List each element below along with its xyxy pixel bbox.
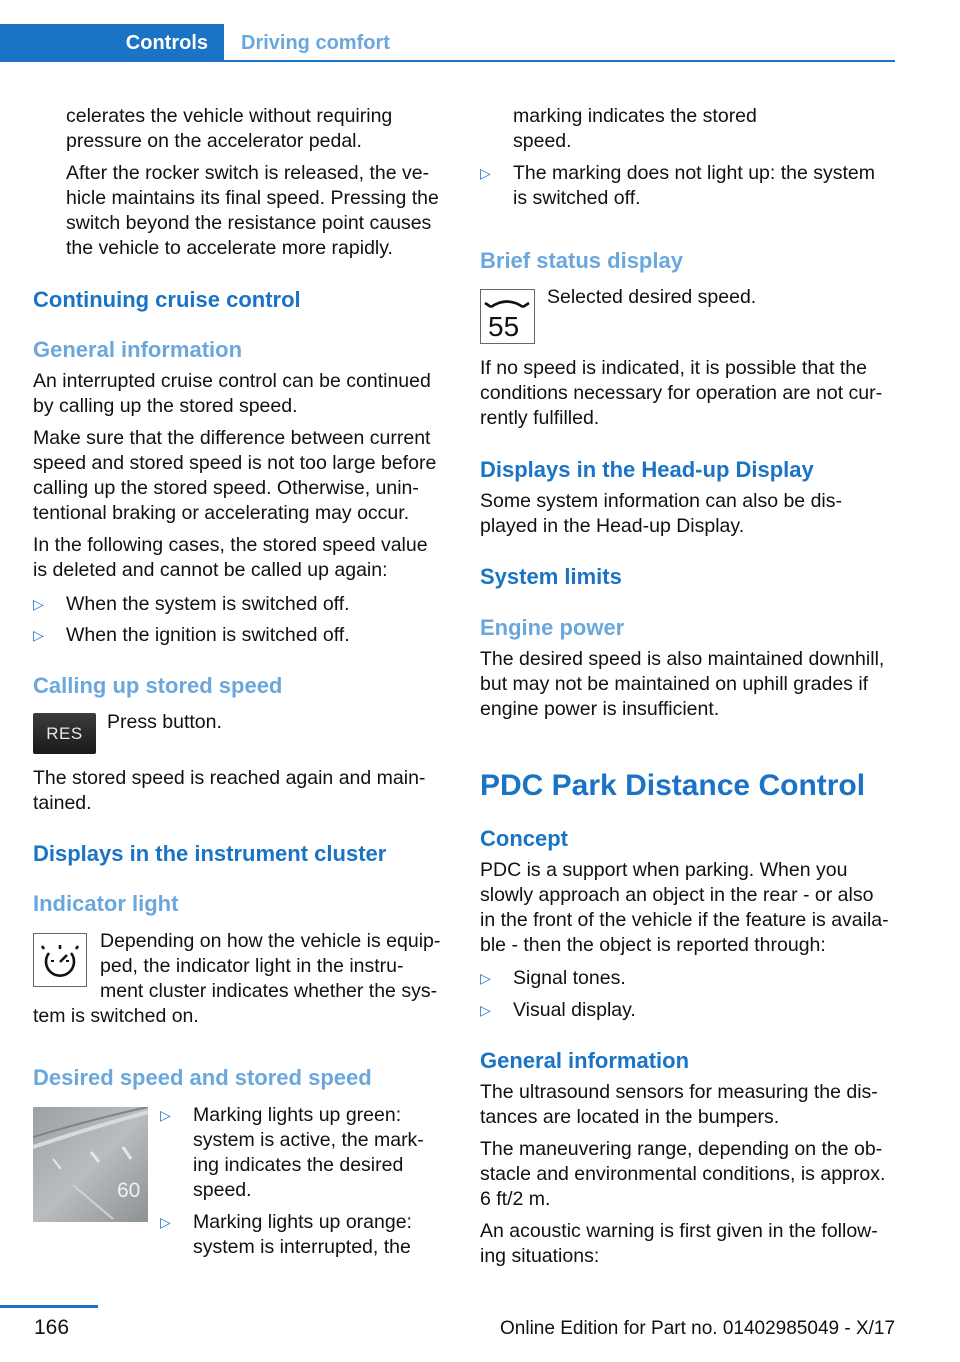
speed-status-number: 55 bbox=[488, 311, 520, 342]
text-line: engine power is insufficient. bbox=[480, 698, 720, 720]
speedometer-indicator-icon bbox=[33, 933, 87, 987]
bullet-triangle-icon: ▷ bbox=[480, 1002, 491, 1018]
text-line: tances are located in the bumpers. bbox=[480, 1106, 780, 1128]
text-line: conditions necessary for operation are not cur- bbox=[480, 382, 883, 404]
list-item bbox=[33, 592, 453, 617]
list-item bbox=[480, 161, 895, 211]
heading-pdc: PDC Park Distance Control bbox=[480, 769, 866, 802]
text-line: ble - then the object is reported through: bbox=[480, 934, 826, 956]
text-line: Marking lights up orange: bbox=[193, 1211, 412, 1233]
reached-paragraph bbox=[33, 766, 453, 816]
text-line: marking indicates the stored bbox=[513, 105, 757, 127]
text-line: An interrupted cruise control can be continued bbox=[33, 370, 431, 392]
text-line: Make sure that the difference between current bbox=[33, 427, 431, 449]
list-item bbox=[480, 998, 895, 1023]
bullet-triangle-icon: ▷ bbox=[480, 970, 491, 986]
text-line: Marking lights up green: bbox=[193, 1104, 402, 1126]
intro-paragraph bbox=[66, 104, 456, 261]
text-line: The stored speed is reached again and main- bbox=[33, 767, 426, 789]
speed-status-icon bbox=[480, 289, 535, 344]
text-line: Depending on how the vehicle is equip- bbox=[100, 930, 441, 952]
text-line: hicle maintains its final speed. Pressing the bbox=[66, 187, 439, 209]
text-line: The ultrasound sensors for measuring the dis- bbox=[480, 1081, 878, 1103]
text-line: speed and stored speed is not too large before bbox=[33, 452, 437, 474]
text-line: If no speed is indicated, it is possible that the bbox=[480, 357, 867, 379]
text-line: stacle and environmental conditions, is approx. bbox=[480, 1163, 886, 1185]
tab-controls-label: Controls bbox=[125, 31, 208, 54]
heading-engine-power: Engine power bbox=[480, 615, 625, 640]
heading-concept: Concept bbox=[480, 826, 568, 851]
text-line: is deleted and cannot be called up again: bbox=[33, 559, 388, 581]
gauge-number: 60 bbox=[117, 1179, 141, 1202]
general-paragraphs bbox=[33, 369, 453, 583]
heading-calling-up-stored-speed: Calling up stored speed bbox=[33, 673, 283, 698]
text-line: slowly approach an object in the rear - or also bbox=[480, 884, 874, 906]
list-item-text: When the ignition is switched off. bbox=[66, 624, 350, 646]
text-line: ment cluster indicates whether the sys- bbox=[100, 980, 438, 1002]
heading-system-limits: System limits bbox=[480, 564, 622, 589]
header-rule bbox=[0, 60, 895, 62]
text-line: The maneuvering range, depending on the ob- bbox=[480, 1138, 883, 1160]
text-line: tained. bbox=[33, 792, 92, 814]
bullet-triangle-icon: ▷ bbox=[480, 165, 491, 181]
heading-desired-and-stored-speed: Desired speed and stored speed bbox=[33, 1065, 372, 1090]
text-line: PDC is a support when parking. When you bbox=[480, 859, 848, 881]
bullet-triangle-icon: ▷ bbox=[33, 627, 44, 643]
speedometer-gauge-image bbox=[33, 1107, 148, 1222]
concept-paragraph bbox=[480, 858, 900, 958]
page-number: 166 bbox=[34, 1316, 70, 1339]
text-line: An acoustic warning is first given in the follow- bbox=[480, 1220, 878, 1242]
heading-general-information: General information bbox=[33, 337, 243, 362]
text-line: in the front of the vehicle if the feature is availa- bbox=[480, 909, 889, 931]
text-line: the vehicle to accelerate more rapidly. bbox=[66, 237, 393, 259]
text-line: system is active, the mark- bbox=[193, 1129, 424, 1151]
bullet-triangle-icon: ▷ bbox=[160, 1107, 171, 1123]
indicator-paragraph bbox=[100, 929, 452, 1004]
text-line: tentional braking or accelerating may occur. bbox=[33, 502, 410, 524]
text-line: The marking does not light up: the system bbox=[513, 162, 876, 184]
text-line: After the rocker switch is released, the ve- bbox=[66, 162, 430, 184]
text-line: rently fulfilled. bbox=[480, 407, 600, 429]
text-line: calling up the stored speed. Otherwise, unin- bbox=[33, 477, 419, 499]
if-no-speed-paragraph bbox=[480, 356, 900, 431]
bullet-triangle-icon: ▷ bbox=[160, 1214, 171, 1230]
text-line: system is interrupted, the bbox=[193, 1236, 411, 1258]
heading-head-up-display: Displays in the Head-up Display bbox=[480, 457, 814, 482]
res-button-icon bbox=[33, 713, 96, 754]
text-line: but may not be maintained on uphill grades if bbox=[480, 673, 869, 695]
text-line: ing situations: bbox=[480, 1245, 600, 1267]
heading-brief-status-display: Brief status display bbox=[480, 248, 683, 273]
engine-paragraph bbox=[480, 647, 900, 722]
text-line: 6 ft/2 m. bbox=[480, 1188, 551, 1210]
footer-rule bbox=[0, 1305, 98, 1308]
text-line: pressure on the accelerator pedal. bbox=[66, 130, 362, 152]
text-line: celerates the vehicle without requiring bbox=[66, 105, 393, 127]
heading-displays-instrument-cluster: Displays in the instrument cluster bbox=[33, 841, 387, 866]
text-line: switch beyond the resistance point causes bbox=[66, 212, 432, 234]
list-item-text: Signal tones. bbox=[513, 967, 626, 989]
text-line: tem is switched on. bbox=[33, 1005, 199, 1027]
list-item bbox=[160, 1210, 455, 1260]
pdc-general-paragraphs bbox=[480, 1080, 900, 1269]
list-item bbox=[160, 1103, 455, 1203]
heading-general-information-pdc: General information bbox=[480, 1048, 690, 1073]
text-line: In the following cases, the stored speed value bbox=[33, 534, 428, 556]
press-button-text: Press button. bbox=[107, 711, 222, 733]
res-label: RES bbox=[46, 723, 83, 743]
text-line: speed. bbox=[193, 1179, 252, 1201]
text-line: speed. bbox=[513, 130, 572, 152]
text-line: ing indicates the desired bbox=[193, 1154, 404, 1176]
text-line: by calling up the stored speed. bbox=[33, 395, 298, 417]
text-line: played in the Head-up Display. bbox=[480, 515, 745, 537]
heading-indicator-light: Indicator light bbox=[33, 891, 179, 916]
list-item bbox=[480, 966, 895, 991]
text-line: Some system information can also be dis- bbox=[480, 490, 842, 512]
text-line: The desired speed is also maintained downhill, bbox=[480, 648, 885, 670]
heading-continuing-cruise-control: Continuing cruise control bbox=[33, 287, 301, 312]
bullet-triangle-icon: ▷ bbox=[33, 596, 44, 612]
tab-driving-comfort-label: Driving comfort bbox=[241, 31, 390, 54]
text-line: ped, the indicator light in the instru- bbox=[100, 955, 404, 977]
list-item bbox=[33, 623, 453, 648]
list-item-text: Visual display. bbox=[513, 999, 636, 1021]
tab-driving-comfort[interactable] bbox=[241, 24, 390, 62]
brief-status-text: Selected desired speed. bbox=[547, 286, 757, 308]
hud-paragraph bbox=[480, 489, 900, 539]
continuation-paragraph bbox=[513, 104, 893, 154]
tab-controls[interactable] bbox=[0, 24, 224, 62]
text-line: is switched off. bbox=[513, 187, 641, 209]
edition-note: Online Edition for Part no. 01402985049 - X/17 bbox=[500, 1318, 896, 1339]
list-item-text: When the system is switched off. bbox=[66, 593, 350, 615]
